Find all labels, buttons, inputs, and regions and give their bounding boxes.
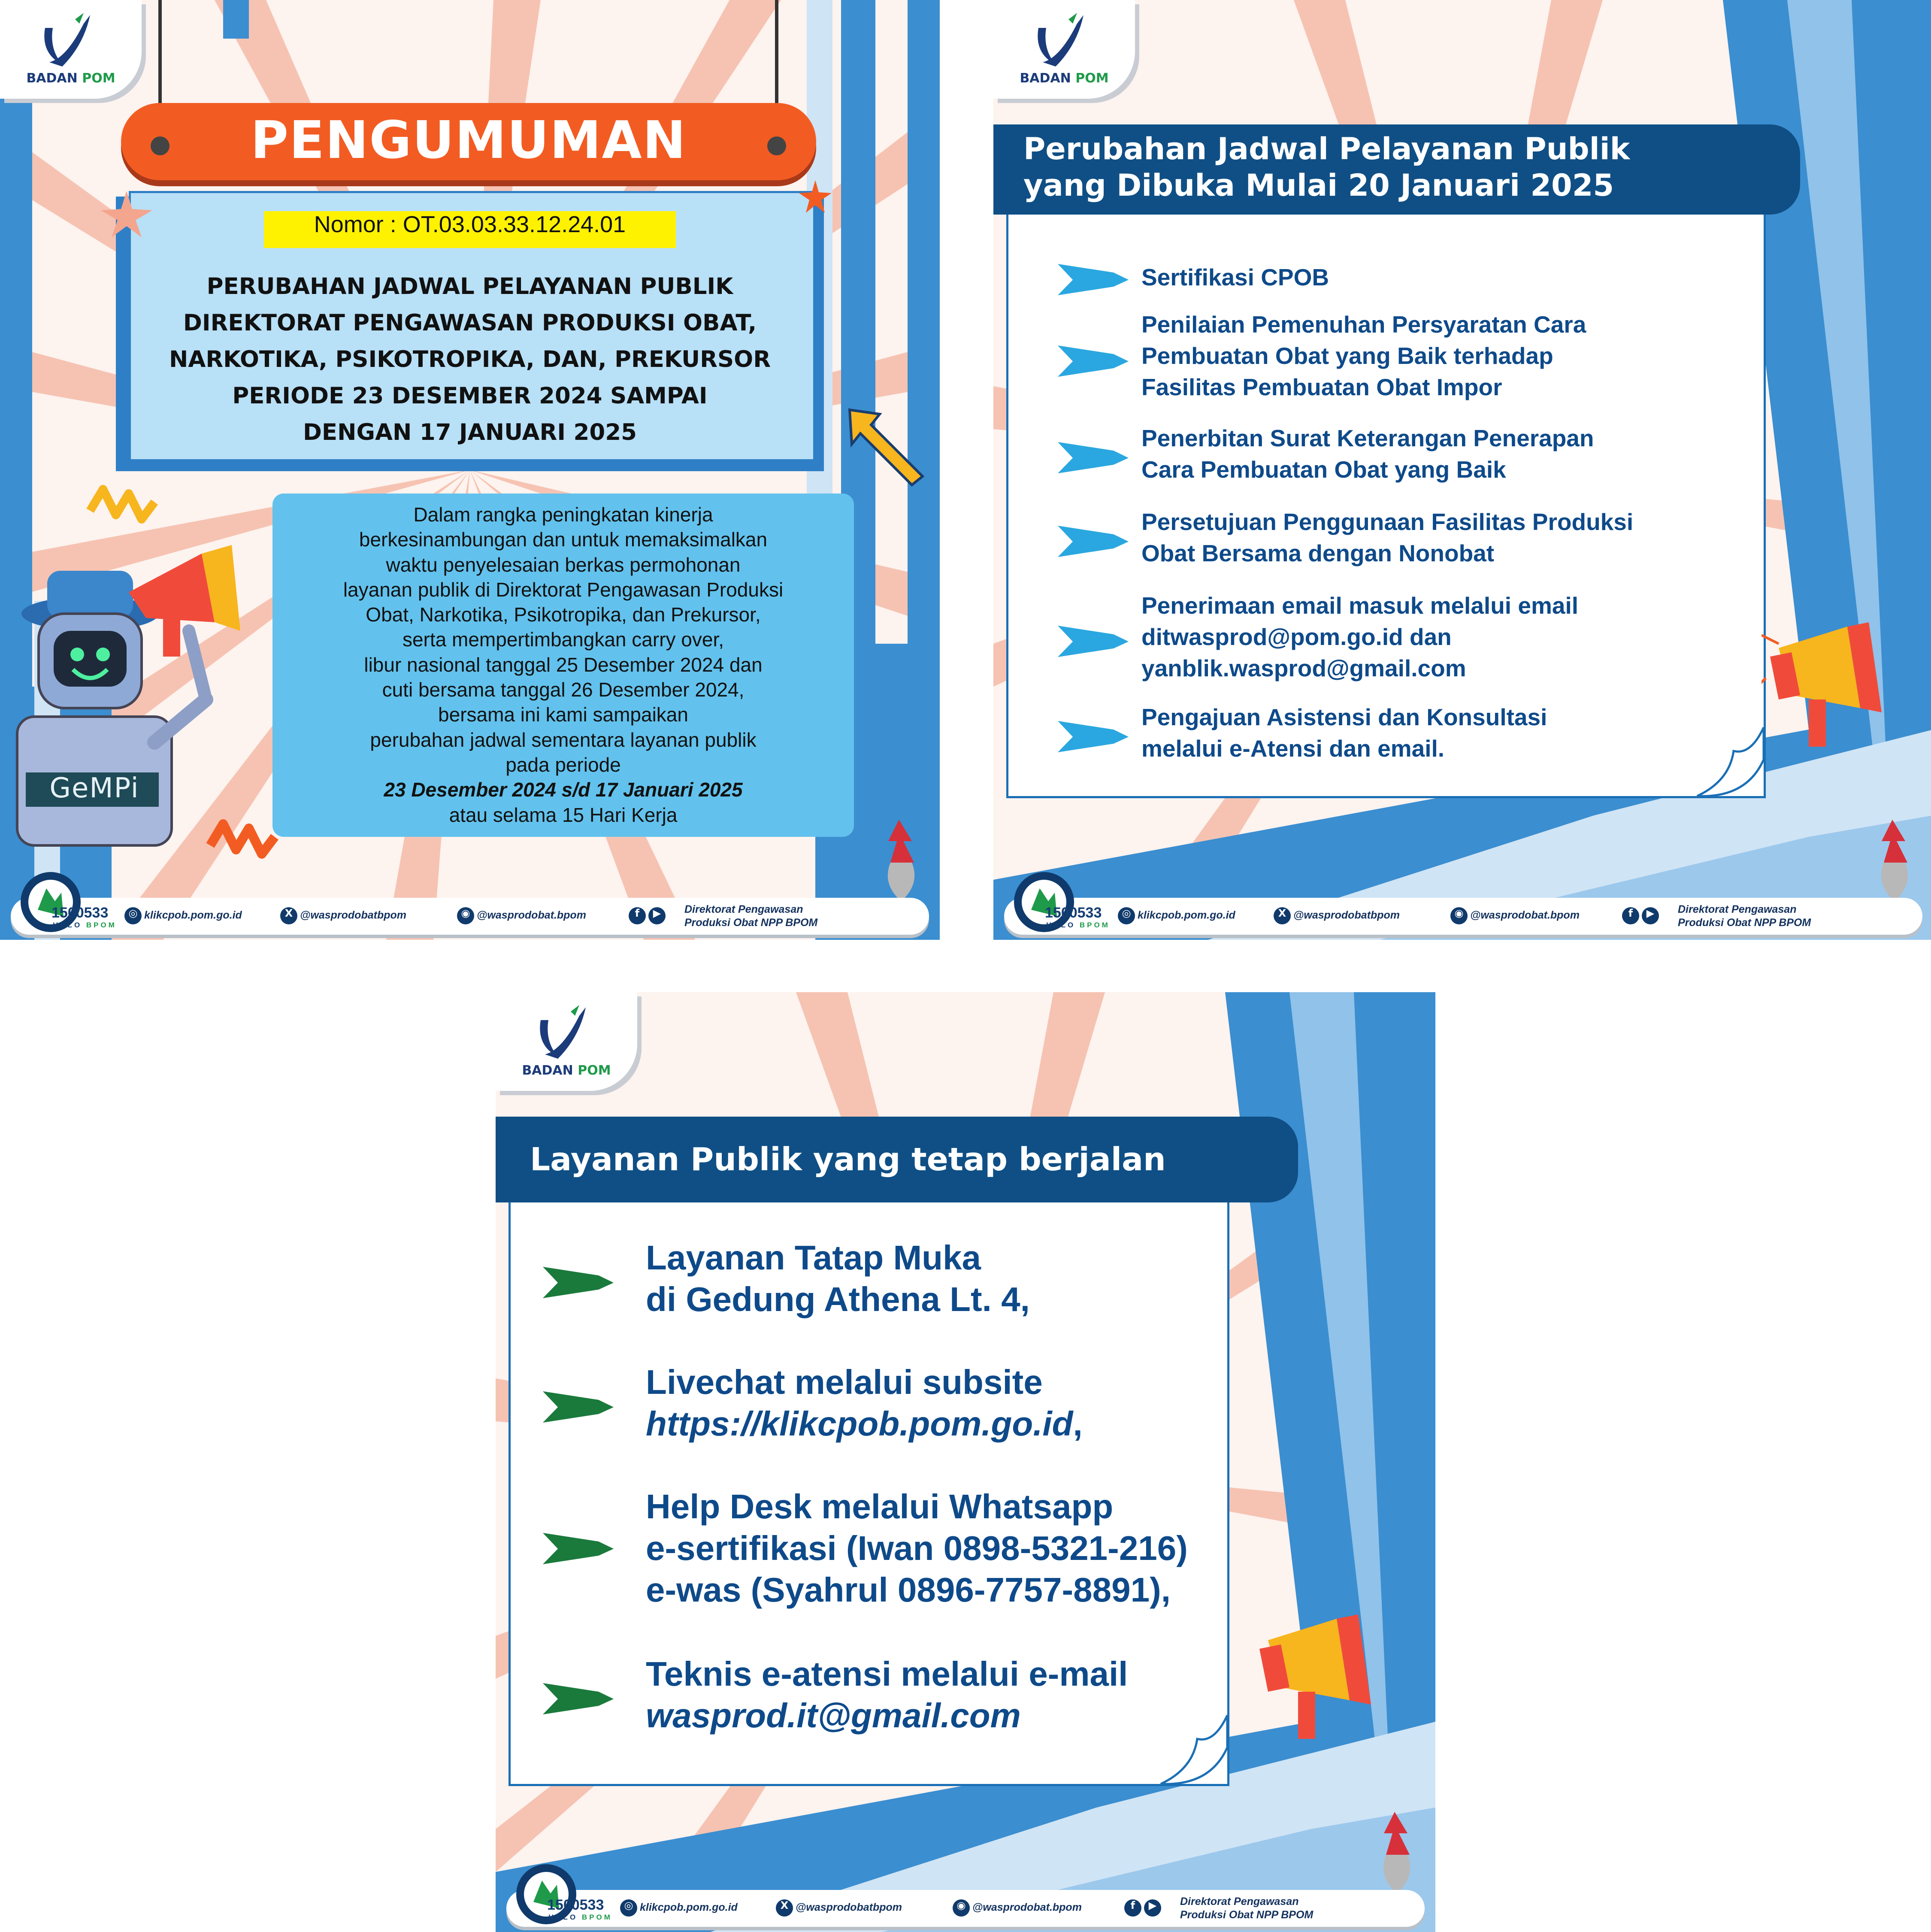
halo-text [53,921,117,930]
list-item-text: Penerbitan Surat Keterangan Penerapan [1141,425,1594,451]
directorate-line: Produksi Obat NPP BPOM [684,917,818,929]
heading-line: NARKOTIKA, PSIKOTROPIKA, DAN, PREKURSOR [169,346,771,372]
x-handle-text: @wasprodobatbpom [300,909,406,921]
footer-instagram[interactable] [457,907,586,926]
instagram-text: @wasprodobat.bpom [972,1901,1082,1914]
directorate-line: Direktorat Pengawasan [1180,1896,1299,1908]
megaphone-icon [1762,622,1890,751]
arrow-icon [1058,262,1131,296]
halo-text [1046,921,1110,930]
arrow-icon [543,1531,616,1565]
footer-bar [11,898,929,935]
youtube-icon: ▶ [648,907,666,924]
body-line: serta mempertimbangkan carry over, [402,628,724,651]
body-end: atau selama 15 Hari Kerja [449,803,678,826]
body-line: Dalam rangka peningkatan kinerja [413,503,713,526]
footer-social[interactable] [1622,907,1662,926]
list-item-text: Livechat melalui subsite [646,1363,1043,1401]
facebook-icon: f [629,907,646,924]
body-line: Obat, Narkotika, Psikotropika, dan Prekursor, [366,603,761,626]
body-line: bersama ini kami sampaikan [438,703,688,726]
list-item-text: Persetujuan Penggunaan Fasilitas Produksi [1141,509,1634,535]
website-text: klikcpob.pom.go.id [640,1901,738,1914]
halo-text-1: HALO [1046,921,1076,929]
star-decoration [99,191,154,238]
halo-text-2: BPOM [86,921,117,929]
footer-x[interactable] [280,907,406,926]
footer-social[interactable] [629,907,668,926]
globe-icon: ◎ [124,907,142,924]
zigzag-decoration [86,485,159,536]
footer-directorate [1678,903,1811,930]
directorate-line: Direktorat Pengawasan [1678,903,1797,915]
footer-directorate [1180,1895,1313,1922]
page-curl [1695,725,1768,802]
list-item-text: Help Desk melalui Whatsapp [646,1487,1114,1526]
body-line: pada periode [505,753,621,776]
halo-text [548,1913,612,1922]
arrow-icon [1058,719,1131,753]
arrow-icon [1058,524,1131,558]
mascot-label: GeMPi [49,772,139,804]
footer-instagram[interactable] [953,1899,1082,1918]
list-item-text: Teknis e-atensi melalui e-mail [646,1655,1128,1693]
directorate-line: Direktorat Pengawasan [684,903,803,915]
list-item-text: Penilaian Pemenuhan Persyaratan Cara [1141,311,1586,338]
logo-word-badan: BADAN [1020,71,1071,86]
body-line: perubahan jadwal sementara layanan publik [370,728,757,751]
instagram-icon: ◉ [1450,907,1468,924]
footer-website[interactable] [620,1899,738,1918]
facebook-icon: f [1124,1899,1141,1917]
list-item-text: , [1073,1405,1083,1443]
footer-website[interactable] [124,907,242,926]
list-item-text: Penerimaan email masuk melalui email [1141,592,1579,619]
list-item-text: Obat Bersama dengan Nonobat [1141,540,1495,566]
panel-announcement [0,0,940,940]
announcement-body [272,502,854,827]
x-handle-text: @wasprodobatbpom [1293,909,1400,921]
arrow-icon [1058,440,1131,474]
heading-line: PERUBAHAN JADWAL PELAYANAN PUBLIK [206,273,733,300]
heading-line: DENGAN 17 JANUARI 2025 [303,419,637,445]
bpom-logo [496,992,637,1091]
instagram-text: @wasprodobat.bpom [477,909,586,921]
services-title: Layanan Publik yang tetap berjalan [530,1141,1166,1178]
schedule-title [1023,131,1630,204]
halo-number: 1500533 [1045,905,1102,921]
footer-x[interactable] [776,1899,902,1918]
mascot-robot [0,545,240,880]
body-line: cuti bersama tanggal 26 Desember 2024, [382,678,745,701]
arrow-icon [543,1265,616,1299]
banner-title: PENGUMUMAN [251,111,687,170]
list-item-text: melalui e-Atensi dan email. [1141,735,1445,762]
halo-number: 1500533 [51,905,109,921]
body-line: berkesinambungan dan untuk memaksimalkan [359,528,768,551]
megaphone-icon [1251,1614,1380,1743]
heading-line: PERIODE 23 DESEMBER 2024 SAMPAI [232,383,708,409]
footer-bar [506,1890,1425,1927]
list-item-text: yanblik.wasprod@gmail.com [1141,655,1466,681]
x-handle-text: @wasprodobatbpom [796,1901,902,1914]
list-item-text: Sertifikasi CPOB [1141,264,1329,291]
footer-directorate [684,903,817,930]
halo-text-2: BPOM [1079,921,1110,929]
halo-text-1: HALO [548,1913,578,1921]
list-item-text: Fasilitas Pembuatan Obat Impor [1141,374,1502,400]
facebook-icon: f [1622,907,1639,924]
logo-word-pom: POM [578,1063,611,1078]
footer-social[interactable] [1124,1899,1164,1918]
youtube-icon: ▶ [1144,1899,1161,1917]
globe-icon: ◎ [620,1899,637,1917]
list-item-text: Pengajuan Asistensi dan Konsultasi [1141,704,1547,730]
globe-icon: ◎ [1118,907,1135,924]
arrow-icon [1058,624,1131,658]
logo-word-pom: POM [82,71,115,86]
footer-x[interactable] [1274,907,1400,926]
halo-number: 1500533 [547,1897,604,1913]
instagram-text: @wasprodobat.bpom [1470,909,1580,921]
directorate-line: Produksi Obat NPP BPOM [1678,917,1811,929]
arrow-icon [543,1681,616,1715]
logo-word-badan: BADAN [522,1063,573,1078]
footer-bar [1004,898,1922,935]
list-item-text: ditwasprod@pom.go.id dan [1141,624,1452,650]
instagram-icon: ◉ [457,907,474,924]
heading-line: DIREKTORAT PENGAWASAN PRODUKSI OBAT, [183,310,757,336]
x-icon: X [1274,907,1291,924]
x-icon: X [280,907,297,924]
page-curl [1159,1713,1232,1790]
arrow-icon [543,1389,616,1423]
bpom-logo [993,0,1135,99]
subsite-link[interactable]: https://klikcpob.pom.go.id [646,1405,1073,1443]
footer-website[interactable] [1118,907,1235,926]
bpom-logo [0,0,142,99]
body-line: libur nasional tanggal 25 Desember 2024 dan [364,653,763,676]
title-line: yang Dibuka Mulai 20 Januari 2025 [1023,168,1614,203]
website-text: klikcpob.pom.go.id [144,909,242,921]
list-item-text: e-was (Syahrul 0896-7757-8891), [646,1571,1171,1609]
arrow-icon [1058,343,1131,378]
halo-text-1: HALO [53,921,82,929]
directorate-line: Produksi Obat NPP BPOM [1180,1909,1314,1921]
list-item-text: Cara Pembuatan Obat yang Baik [1141,456,1506,483]
star-decoration [798,180,832,215]
x-icon: X [776,1899,793,1917]
panel-ongoing-services [496,992,1435,1932]
arrow-decoration [841,401,931,487]
list-item-text: di Gedung Athena Lt. 4, [646,1280,1030,1318]
logo-word-badan: BADAN [26,71,78,86]
footer-instagram[interactable] [1450,907,1580,926]
website-text: klikcpob.pom.go.id [1138,909,1235,921]
body-period: 23 Desember 2024 s/d 17 Januari 2025 [384,778,743,801]
halo-text-2: BPOM [581,1913,612,1921]
title-line: Perubahan Jadwal Pelayanan Publik [1023,131,1630,167]
panel-schedule-change [993,0,1931,940]
body-line: layanan publik di Direktorat Pengawasan Produksi [343,578,784,601]
announcement-heading [129,268,811,451]
list-item-text: e-sertifikasi (Iwan 0898-5321-216) [646,1529,1188,1567]
instagram-icon: ◉ [953,1899,970,1917]
youtube-icon: ▶ [1642,907,1659,924]
list-item-text: Pembuatan Obat yang Baik terhadap [1141,342,1553,369]
nomor-label: Nomor : OT.03.03.33.12.24.01 [264,211,676,248]
logo-word-pom: POM [1075,71,1109,86]
email-link[interactable]: wasprod.it@gmail.com [646,1696,1021,1735]
body-line: waktu penyelesaian berkas permohonan [386,553,741,576]
list-item-text: Layanan Tatap Muka [646,1239,981,1277]
